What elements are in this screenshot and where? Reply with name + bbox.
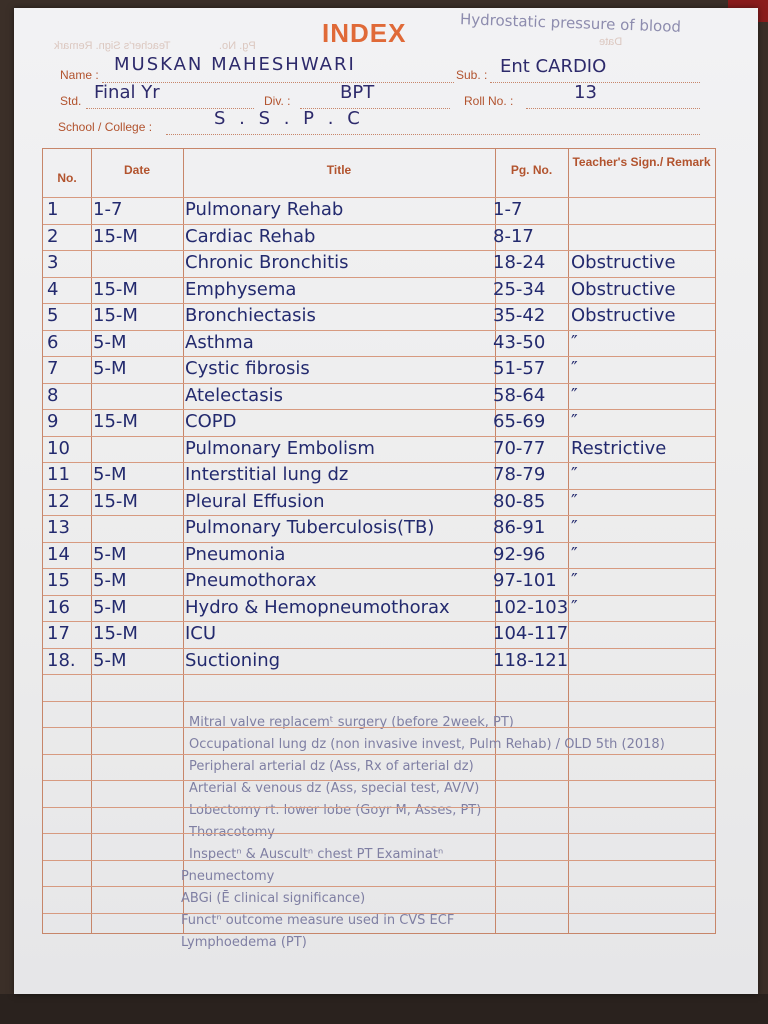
header-remark: Teacher's Sign./ Remark — [572, 155, 711, 169]
row-remark: ″ — [571, 464, 578, 485]
row-line — [43, 356, 715, 357]
school-dotline — [166, 134, 700, 135]
handwritten-note: Lobectomy rt. lower lobe (Goyr M, Asses, PT) — [189, 803, 482, 818]
roll-value: 13 — [574, 82, 597, 103]
header-date: Date — [123, 163, 150, 177]
row-remark: Restrictive — [571, 437, 667, 459]
handwritten-note: Occupational lung dz (non invasive invest, Pulm Rehab) / OLD 5th (2018) — [189, 737, 665, 752]
row-date: 5-M — [93, 331, 127, 353]
row-date: 15-M — [93, 278, 138, 300]
handwritten-note: Arterial & venous dz (Ass, special test, AV/V) — [189, 781, 480, 796]
row-line — [43, 197, 715, 198]
row-title: Pleural Effusion — [185, 490, 325, 512]
table-row — [43, 438, 715, 464]
index-sheet — [14, 8, 758, 994]
row-number: 7 — [47, 358, 59, 379]
row-number: 17 — [47, 623, 70, 644]
row-line — [43, 754, 715, 755]
bleed-through-text-right: Date — [599, 36, 623, 48]
row-line — [43, 489, 715, 490]
row-line — [43, 303, 715, 304]
row-page-range: 43-50 — [493, 331, 546, 353]
row-line — [43, 409, 715, 410]
row-line — [43, 542, 715, 543]
row-title: Chronic Bronchitis — [185, 252, 349, 273]
row-remark: ″ — [571, 384, 578, 406]
std-label: Std. — [60, 94, 82, 108]
handwritten-note: Mitral valve replacemᵗ surgery (before 2week, PT) — [189, 715, 514, 730]
row-number: 10 — [47, 437, 70, 459]
table-row — [43, 623, 715, 649]
row-page-range: 1-7 — [493, 199, 523, 220]
row-line — [43, 648, 715, 649]
row-line — [43, 250, 715, 251]
row-page-range: 97-101 — [493, 570, 557, 591]
row-line — [43, 674, 715, 675]
row-date: 5-M — [93, 543, 127, 565]
handwritten-note: Thoracotomy — [189, 825, 275, 840]
row-title: Cystic fibrosis — [185, 358, 310, 379]
row-number: 1 — [47, 199, 59, 220]
row-number: 16 — [47, 596, 70, 618]
row-number: 2 — [47, 225, 59, 247]
table-row — [43, 279, 715, 305]
row-number: 3 — [47, 252, 59, 273]
header-page-no: Pg. No. — [510, 163, 553, 177]
table-row — [43, 464, 715, 490]
table-row — [43, 358, 715, 384]
row-line — [43, 515, 715, 516]
row-remark: Obstructive — [571, 278, 676, 300]
row-title: COPD — [185, 411, 237, 432]
row-page-range: 8-17 — [493, 225, 534, 247]
table-row — [43, 411, 715, 437]
header-no: No. — [57, 171, 77, 185]
row-line — [43, 330, 715, 331]
row-title: Hydro & Hemopneumothorax — [185, 596, 450, 618]
subject-label: Sub. : — [456, 68, 488, 82]
table-row — [43, 544, 715, 570]
handwritten-note: Functⁿ outcome measure used in CVS ECF — [181, 913, 455, 928]
row-title: Bronchiectasis — [185, 305, 316, 326]
school-value: S . S . P . C — [214, 108, 364, 129]
row-page-range: 102-103 — [493, 596, 569, 618]
row-title: Suctioning — [185, 649, 281, 671]
row-page-range: 25-34 — [493, 278, 546, 300]
row-date: 5-M — [93, 570, 127, 591]
row-title: Emphysema — [185, 278, 297, 300]
table-row — [43, 650, 715, 676]
row-line — [43, 833, 715, 834]
row-line — [43, 860, 715, 861]
row-title: Pulmonary Rehab — [185, 199, 344, 220]
row-remark: ″ — [571, 490, 578, 512]
table-row — [43, 252, 715, 278]
handwritten-note: ABGi (Ē clinical significance) — [181, 891, 366, 906]
table-row — [43, 491, 715, 517]
row-line — [43, 913, 715, 914]
div-label: Div. : — [264, 94, 291, 108]
roll-label: Roll No. : — [464, 94, 514, 108]
handwritten-note: Lymphoedema (PT) — [181, 935, 307, 950]
row-line — [43, 462, 715, 463]
row-date: 15-M — [93, 623, 138, 644]
row-page-range: 78-79 — [493, 464, 546, 485]
row-line — [43, 807, 715, 808]
handwritten-note: Pneumectomy — [181, 869, 275, 884]
row-page-range: 35-42 — [493, 305, 546, 326]
row-remark: ″ — [571, 358, 578, 379]
subject-value: Ent CARDIO — [500, 56, 607, 77]
row-page-range: 65-69 — [493, 411, 546, 432]
row-title: Pneumothorax — [185, 570, 317, 591]
row-date: 5-M — [93, 596, 127, 618]
table-row — [43, 570, 715, 596]
row-line — [43, 701, 715, 702]
row-title: Pulmonary Tuberculosis(TB) — [185, 517, 435, 538]
row-number: 11 — [47, 464, 70, 485]
row-page-range: 70-77 — [493, 437, 546, 459]
row-page-range: 86-91 — [493, 517, 546, 538]
bleed-through-text-left: Teacher's Sign. Remark — [54, 40, 171, 52]
row-number: 5 — [47, 305, 59, 326]
row-title: Asthma — [185, 331, 254, 353]
row-date: 15-M — [93, 305, 138, 326]
school-label: School / College : — [58, 120, 153, 134]
row-number: 9 — [47, 411, 59, 432]
row-number: 15 — [47, 570, 70, 591]
row-page-range: 104-117 — [493, 623, 569, 644]
table-row — [43, 199, 715, 225]
row-remark: ″ — [571, 517, 578, 538]
page-title: INDEX — [322, 18, 407, 48]
table-row — [43, 332, 715, 358]
row-line — [43, 621, 715, 622]
name-label: Name : — [60, 68, 99, 82]
row-title: Cardiac Rehab — [185, 225, 316, 247]
table-row — [43, 517, 715, 543]
row-number: 12 — [47, 490, 70, 512]
row-line — [43, 436, 715, 437]
row-date: 1-7 — [93, 199, 123, 220]
row-page-range: 118-121 — [493, 649, 569, 671]
name-value: MUSKAN MAHESHWARI — [114, 54, 356, 75]
row-remark: ″ — [571, 331, 578, 353]
row-number: 8 — [47, 384, 59, 406]
row-line — [43, 727, 715, 728]
row-page-range: 58-64 — [493, 384, 546, 406]
table-row — [43, 385, 715, 411]
row-date: 15-M — [93, 225, 138, 247]
row-line — [43, 277, 715, 278]
row-number: 13 — [47, 517, 70, 538]
row-title: ICU — [185, 623, 217, 644]
table-row — [43, 305, 715, 331]
row-line — [43, 383, 715, 384]
row-date: 15-M — [93, 490, 138, 512]
row-title: Pneumonia — [185, 543, 286, 565]
row-page-range: 51-57 — [493, 358, 546, 379]
row-date: 5-M — [93, 358, 127, 379]
row-number: 6 — [47, 331, 59, 353]
handwritten-note: Peripheral arterial dz (Ass, Rx of arterial dz) — [189, 759, 474, 774]
row-page-range: 80-85 — [493, 490, 546, 512]
row-line — [43, 780, 715, 781]
table-row — [43, 226, 715, 252]
row-date: 15-M — [93, 411, 138, 432]
background-surface — [0, 994, 768, 1024]
row-remark: Obstructive — [571, 305, 676, 326]
row-line — [43, 224, 715, 225]
std-value: Final Yr — [94, 82, 160, 103]
index-table — [42, 148, 716, 950]
row-number: 18. — [47, 649, 76, 671]
div-value: BPT — [340, 82, 375, 103]
row-number: 4 — [47, 278, 59, 300]
row-remark: Obstructive — [571, 252, 676, 273]
row-line — [43, 568, 715, 569]
row-date: 5-M — [93, 649, 127, 671]
row-remark: ″ — [571, 570, 578, 591]
table-row — [43, 597, 715, 623]
row-title: Atelectasis — [185, 384, 283, 406]
header-title: Title — [326, 163, 352, 177]
row-page-range: 92-96 — [493, 543, 546, 565]
row-line — [43, 886, 715, 887]
row-remark: ″ — [571, 411, 578, 432]
row-number: 14 — [47, 543, 70, 565]
row-remark: ″ — [571, 543, 578, 565]
roll-dotline — [526, 108, 700, 109]
corner-note: Hydrostatic pressure of blood — [459, 10, 682, 36]
handwritten-note: Inspectⁿ & Auscultⁿ chest PT Examinatⁿ — [189, 847, 444, 862]
row-title: Interstitial lung dz — [185, 464, 349, 485]
row-date: 5-M — [93, 464, 127, 485]
row-line — [43, 595, 715, 596]
row-page-range: 18-24 — [493, 252, 546, 273]
bleed-through-text-mid: Pg. No. — [219, 40, 256, 52]
row-title: Pulmonary Embolism — [185, 437, 375, 459]
row-remark: ″ — [571, 596, 578, 618]
